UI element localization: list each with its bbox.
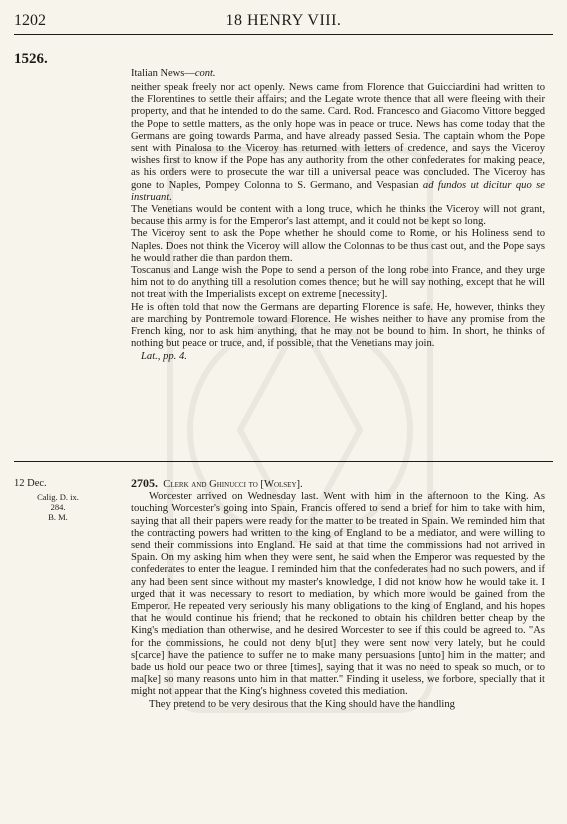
document-title	[131, 477, 545, 491]
running-head: 18 HENRY VIII.	[225, 12, 342, 29]
paragraph: Worcester arrived on Wednesday last. Went with him in the afternoon to the King. As touching Worcester's going into Spain, Francis offered to send a brief for him to take with him, saying that all their papers were ready for the matter to be treated in Spain. We reminded him that the contracting powers had written to the king of England to be a mediator, and were willing to send their commissions into England. He said at that time the commissions had not arrived in Spain. On my asking him when they were sent, he said when the Emperor was requested by the confederates to enter the league. I reminded him that the confederates had no such powers, and if any had been sent since without my master's knowledge, I did not know how he would take it. I urged that it was necessary to resort to mediation, by which more would be gained from the Emperor. He repeated very seriously his many obligations to the king of England, and his hopes that he would continue his friend; that he reckoned to obtain his children better cheap by the King's mediation than otherwise, and he desired Worcester to see if this could be agreed to. "As for the commissions, he could not deny b[ut] they were sent now very lately, but he could s[carce] have the patience to suffer ne to make many persuasions [unto] him in the matter; and bade us hold our peace two or three [times], saying that it was no need to speak so much, or to ma[ke] so many reasons unto him in that matter." Finding it useless, we forbore, specially that it might not appear that the King's highness coveted this mediation.	[131, 491, 545, 698]
section-rule	[14, 461, 553, 462]
manuscript-reference: Calig. D. ix. 284. B. M.	[37, 492, 79, 522]
header-rule	[14, 34, 553, 35]
language-note: Lat., pp. 4.	[141, 351, 187, 363]
section-heading	[131, 68, 216, 79]
paragraph: The Viceroy sent to ask the Pope whether he should come to Rome, or his Holiness send to Naples. Does not think the Viceroy will allow the Colonnas to be thus cast out, and the Pope says he would rather die than pardon them.	[131, 228, 545, 264]
document-title-text: Clerk and Ghinucci to [Wolsey].	[163, 479, 303, 490]
section-title-cont: cont.	[194, 68, 216, 79]
paragraph: The Venetians would be content with a long truce, which he thinks the Viceroy will not grant, because this army is for the Emperor's last attempt, and it could not be kept so long.	[131, 204, 545, 228]
paragraph: They pretend to be very desirous that the King should have the handling	[149, 698, 455, 710]
latin-phrase: ad fundos ut dicitur quo se instruant.	[131, 179, 546, 203]
section-title: Italian News—	[131, 68, 195, 79]
year-marginal: 1526.	[14, 51, 48, 67]
document-2705-body	[131, 477, 545, 711]
document-date: 12 Dec.	[14, 478, 47, 489]
document-number: 2705.	[131, 476, 158, 490]
paragraph: neither speak freely nor act openly. News came from Florence that Guicciardini had written to the Florentines to settle their affairs; and the Legate wrote thence that all were fleeing with their property, and that he intended to do the same. Card. Rod. Francesco and Giacomo Vittore begged the Pope to settle matters, as the only hope was in peace or truce. News has come today that the Germans are going towards Parma, and have already passed Sesia. The captain whom the Pope sent with Pinalosa to the Viceroy has returned with letters of credence, and says the Viceroy wishes first to know if the Pope has any authority from the other confederates for making peace, as his orders were to prosecute the war till a universal peace was concluded. The Viceroy has gone to Naples, Pompey Colonna to S. Germano, and Vespasian ad fundos ut dicitur quo se instruant.	[131, 82, 546, 203]
paragraph: Toscanus and Lange wish the Pope to send a person of the long robe into France, and they urge him not to do anything till a resolution comes thence; but he will say nothing, except that he will not treat with the Imperialists except on extreme [necessity].	[131, 265, 545, 301]
paragraph: He is often told that now the Germans are departing Florence is safe. He, however, thinks they are marching by Pontremole toward Florence. He wishes neither to have any promise from the French king, nor to ask him anything, that he may not be bound to him. In short, he thinks of nothing but peace or truce, and, if possible, that the Venetians may join.	[131, 301, 545, 350]
page-number: 1202	[14, 12, 46, 29]
italian-news-body	[131, 82, 545, 364]
